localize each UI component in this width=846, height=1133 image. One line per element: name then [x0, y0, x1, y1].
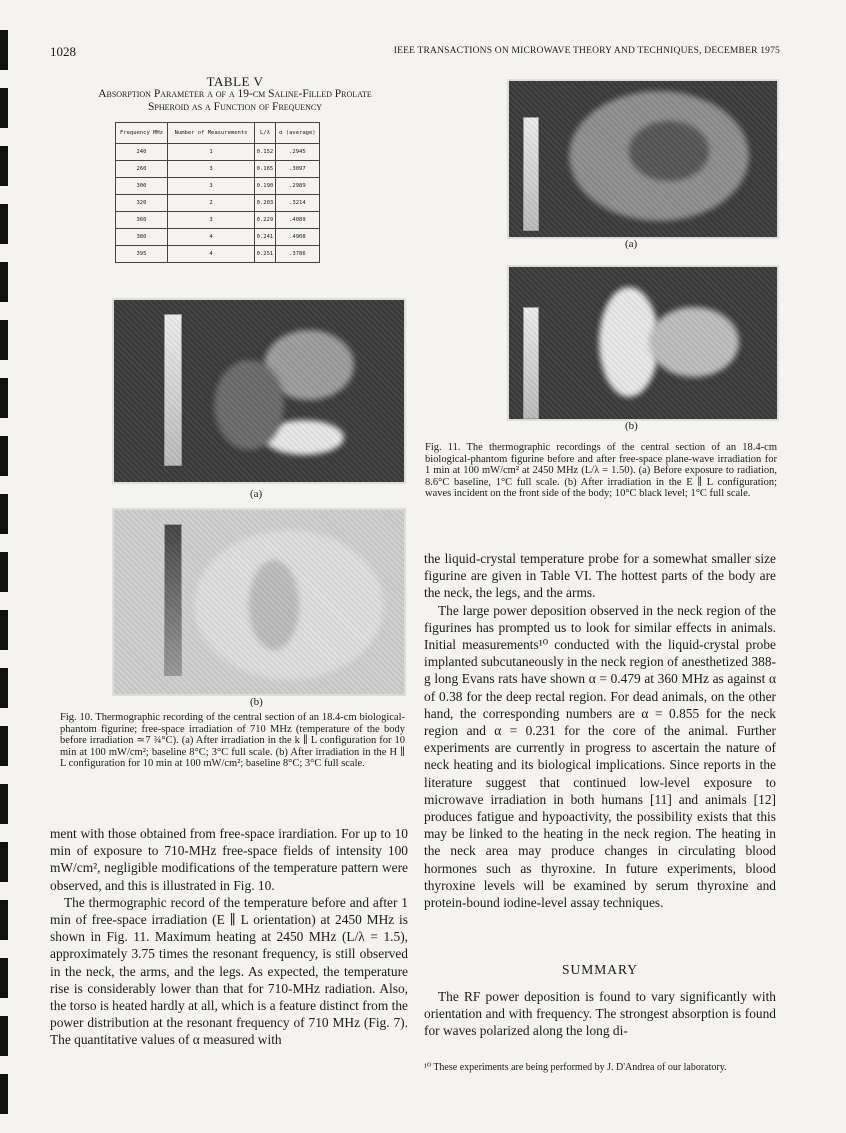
column-header: α (average): [275, 123, 319, 144]
table-cell: 0.165: [255, 161, 276, 178]
edge-mark: [0, 146, 8, 186]
section-heading-summary: SUMMARY: [561, 962, 639, 977]
fig10-label-b: (b): [250, 696, 263, 708]
edge-mark: [0, 88, 8, 128]
table-cell: 300: [116, 178, 168, 195]
edge-mark: [0, 204, 8, 244]
fig10a-thermogram-image: [112, 298, 406, 484]
table-cell: 0.241: [255, 229, 276, 246]
fig10-label-a: (a): [250, 488, 263, 500]
table-cell: 380: [116, 229, 168, 246]
table-cell: 0.251: [255, 246, 276, 263]
page-header: [50, 44, 780, 62]
fig11b-thermogram-image: [507, 265, 779, 421]
table-cell: .2945: [275, 144, 319, 161]
running-head: IEEE TRANSACTIONS ON MICROWAVE THEORY AND TECHNIQUES, DECEMBER 1975: [393, 46, 780, 56]
table-cell: 4: [167, 246, 254, 263]
table-cell: 3: [167, 178, 254, 195]
edge-mark: [0, 958, 8, 998]
edge-mark: [0, 900, 8, 940]
table-cell: 2: [167, 195, 254, 212]
edge-mark: [0, 610, 8, 650]
table-row: [116, 161, 320, 178]
table-cell: 0.190: [255, 178, 276, 195]
summary-text: [424, 988, 776, 1040]
edge-mark: [0, 842, 8, 882]
table-cell: 360: [116, 212, 168, 229]
table-cell: .2989: [275, 178, 319, 195]
table-cell: 0.229: [255, 212, 276, 229]
fig11-caption: Fig. 11. The thermographic recordings of the central section of an 18.4-cm biological-phantom figurine before and after free-space plane-wave irradiation for 1 min at 100 mW/cm² at 2450 MHz (L/λ = 1.50). (a) Before exposure to radiation, 8.6°C baseline, 1°C full scale. (b) After irradiation in the E ∥ L configuration; waves incident on the front side of the body; 10°C black level; 1°C full scale.: [425, 442, 777, 499]
image-texture: [114, 300, 404, 482]
table-row: [116, 178, 320, 195]
image-texture: [509, 81, 777, 237]
table-cell: .3097: [275, 161, 319, 178]
footnote: ¹⁰ These experiments are being performed by J. D'Andrea of our laboratory.: [424, 1062, 727, 1073]
table-title-line1: Absorption Parameter α of a 19-cm Saline-Filled Prolate: [98, 88, 372, 100]
table-cell: .4908: [275, 229, 319, 246]
edge-mark: [0, 1074, 8, 1114]
edge-mark: [0, 1016, 8, 1056]
edge-mark: [0, 784, 8, 824]
table-title-line2: Spheroid as a Function of Frequency: [147, 101, 322, 113]
right-column-text: [424, 550, 776, 911]
edge-mark: [0, 726, 8, 766]
table-cell: 260: [116, 161, 168, 178]
image-texture: [509, 267, 777, 419]
paragraph: the liquid-crystal temperature probe for a somewhat smaller size figurine are given in Table VI. The hottest parts of the body are the neck, the legs, and the arms.: [424, 551, 776, 601]
fig11a-thermogram-image: [507, 79, 779, 239]
left-column-text: [50, 825, 408, 1049]
image-texture: [114, 510, 404, 694]
table-cell: .3214: [275, 195, 319, 212]
edge-mark: [0, 378, 8, 418]
paragraph: ment with those obtained from free-space irardiation. For up to 10 min of exposure to 710-MHz free-space fields of intensity 100 mW/cm², negligible modifications of the temperature pattern were observed, and this is illustrated in Fig. 10.: [50, 826, 408, 893]
table-cell: 0.203: [255, 195, 276, 212]
fig10-caption: Fig. 10. Thermographic recording of the central section of an 18.4-cm biological-phantom figurine; free-space irradiation of 710 MHz (temperature of the body before irradiation ≃7 ¾°C). (a) After irradiation in the k ∥ L configuration for 10 min at 100 mW/cm²; baseline 8°C; 3°C full scale. (b) After irradiation in the H ∥ L configuration for 10 min at 100 mW/cm²; baseline 8°C; 3°C full scale.: [60, 712, 405, 769]
fig10b-thermogram-image: [112, 508, 406, 696]
column-header: L/λ: [255, 123, 276, 144]
edge-mark: [0, 494, 8, 534]
table-cell: .4089: [275, 212, 319, 229]
table-caption: [55, 75, 415, 114]
edge-mark: [0, 320, 8, 360]
edge-mark: [0, 262, 8, 302]
page-number: 1028: [50, 44, 76, 59]
edge-mark: [0, 30, 8, 70]
table-row: [116, 195, 320, 212]
table-cell: 3: [167, 161, 254, 178]
column-header: Frequency MHz: [116, 123, 168, 144]
edge-mark: [0, 436, 8, 476]
table-row: [116, 212, 320, 229]
fig11-label-b: (b): [625, 420, 638, 432]
table-cell: 320: [116, 195, 168, 212]
fig11-label-a: (a): [625, 238, 638, 250]
table-label: TABLE V: [206, 74, 264, 89]
table-cell: 4: [167, 229, 254, 246]
table-row: [116, 229, 320, 246]
column-header: Number of Measurements: [167, 123, 254, 144]
table-row: [116, 144, 320, 161]
page-edge-marks: [0, 0, 12, 1133]
table-row: [116, 246, 320, 263]
table-cell: 395: [116, 246, 168, 263]
data-table: [115, 122, 320, 263]
table-cell: 0.152: [255, 144, 276, 161]
table-cell: 240: [116, 144, 168, 161]
paragraph: The RF power deposition is found to vary significantly with orientation and with frequency. The strongest absorption is found for waves polarized along the long di-: [424, 989, 776, 1039]
edge-mark: [0, 668, 8, 708]
paragraph: The thermographic record of the temperature before and after 1 min of free-space irradiation (E ∥ L orientation) at 2450 MHz is shown in Fig. 11. Maximum heating at 2450 MHz (L/λ = 1.5), approximately 3.75 times the resonant frequency, is still observed in the neck, the arms, and the legs. As expected, the temperature rise is considerably lower than that for 710-MHz radiation. Also, the torso is heated hardly at all, which is a feature distinct from the power distribution at the resonant frequency of 710 MHz (Fig. 7). The quantitative values of α measured with: [50, 894, 408, 1048]
paragraph: The large power deposition observed in the neck region of the figurines has prompted us to look for similar effects in animals. Initial measurements¹⁰ conducted with the liquid-crystal probe implanted subcutaneously in the neck region of anesthetized 388-g long Evans rats have shown α = 0.479 at 360 MHz as against α of 0.38 for the deep rectal region. For dead animals, on the other hand, the corresponding numbers are α = 0.855 for the neck region and α = 0.231 for the core of the animal. Further experiments are currently in progress to ascertain the nature of neck heating and its biological implications. Since reports in the literature suggest that continued low-level exposure to microwave irradiation in both humans [11] and animals [12] produces fatigue and hypoactivity, the possibility exists that this may be linked to the heating in the neck region. The heating in the neck area may produce changes in circulating blood hormones such as thyroxine. In future experiments, blood thyroxine levels will be examined by serum thyroxine and protein-bound iodine-level assay techniques.: [424, 602, 776, 911]
table-cell: 1: [167, 144, 254, 161]
edge-mark: [0, 552, 8, 592]
table-header-row: [116, 123, 320, 144]
table-cell: 3: [167, 212, 254, 229]
table-cell: .3786: [275, 246, 319, 263]
